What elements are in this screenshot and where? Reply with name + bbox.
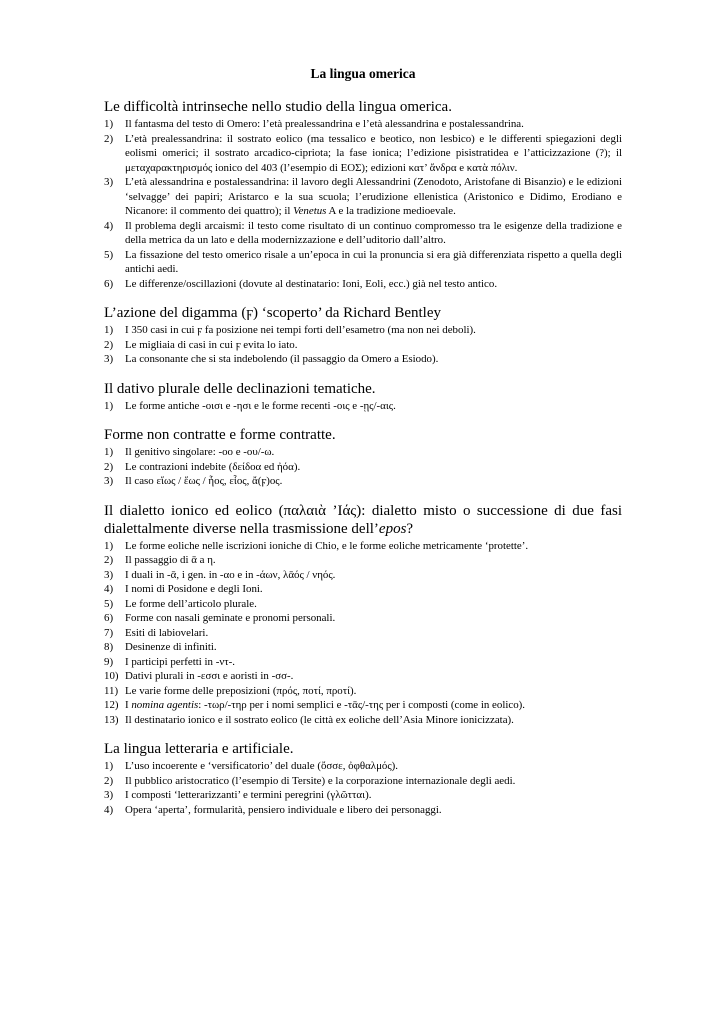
italic-text: Venetus — [293, 205, 327, 217]
list-item-number: 11) — [104, 684, 119, 697]
section — [104, 502, 622, 728]
text-run: Il dativo plurale delle declinazioni tematiche. — [104, 380, 376, 397]
list-item — [104, 553, 622, 568]
list-item-number: 1) — [104, 539, 114, 552]
text-run: Opera ‘aperta’, formularità, pensiero individuale e libero dei personaggi. — [125, 803, 442, 816]
list-item-number: 12) — [104, 699, 119, 711]
text-run: I 350 casi in cui ϝ fa posizione nei tempi forti dell’esametro (ma non nei deboli). — [125, 324, 476, 336]
numbered-list — [104, 759, 622, 817]
list-item-text — [125, 445, 622, 460]
text-run: Forme con nasali geminate e pronomi personali. — [125, 612, 336, 624]
list-item — [104, 626, 622, 641]
list-item-text — [125, 611, 622, 626]
list-item-text — [125, 175, 622, 219]
list-item — [104, 568, 622, 583]
text-run: L’uso incoerente e ‘versificatorio’ del duale (ὄσσε, ὀφθαλμός). — [125, 760, 399, 772]
list-item-text — [125, 669, 622, 684]
list-item-text — [125, 759, 622, 774]
text-run: I participi perfetti in -ντ-. — [125, 655, 235, 668]
list-item — [104, 445, 622, 460]
list-item — [104, 713, 622, 728]
list-item — [104, 338, 622, 353]
text-run: Il problema degli arcaismi: il testo come risultato di un continuo compromesso tra le esigenze della tradizione e della metrica da un lato e della modernizzazione e dell’uditorio dall’altro. — [125, 219, 622, 246]
list-item-text — [125, 597, 622, 612]
list-item — [104, 684, 622, 699]
document-title: La lingua omerica — [310, 66, 416, 81]
italic-text: epos — [378, 520, 407, 537]
list-item-number: 3) — [104, 789, 114, 801]
document-body — [104, 98, 622, 817]
section-heading — [104, 426, 622, 444]
list-item-number: 2) — [104, 132, 114, 145]
text-run: L’azione del digamma (ϝ) ‘scoperto’ da Richard Bentley — [104, 305, 441, 321]
list-item-text — [125, 132, 622, 176]
section-heading — [104, 380, 622, 398]
list-item — [104, 399, 622, 414]
text-run: Le differenze/oscillazioni (dovute al destinatario: Ioni, Eoli, ecc.) già nel testo antico. — [125, 277, 498, 290]
list-item-number: 7) — [104, 626, 114, 639]
list-item — [104, 788, 622, 803]
list-item-text — [125, 474, 622, 489]
list-item-number: 8) — [104, 641, 114, 653]
text-run: Le migliaia di casi in cui ϝ evita lo iato. — [125, 338, 298, 351]
list-item-text — [125, 553, 622, 568]
list-item-text — [125, 338, 622, 353]
text-run: Il dialetto ionico ed eolico (παλαιὰ ’Ιάς): dialetto misto o successione di due fasi dialettalmente diverse nella trasmissione dell’ — [104, 502, 622, 537]
list-item — [104, 803, 622, 818]
text-run: I — [125, 699, 132, 711]
list-item — [104, 597, 622, 612]
list-item-number: 4) — [104, 583, 114, 595]
section — [104, 98, 622, 291]
text-run: ? — [406, 520, 414, 537]
list-item-text — [125, 713, 622, 728]
list-item-number: 5) — [104, 597, 114, 610]
text-run: Il fantasma del testo di Omero: l’età prealessandrina e l’età alessandrina e postalessandrina. — [125, 118, 524, 130]
list-item — [104, 698, 622, 713]
italic-text: nomina agentis — [131, 699, 199, 711]
text-run: Il genitivo singolare: -οο e -ου/-ω. — [125, 446, 275, 458]
list-item-number: 9) — [104, 655, 114, 668]
list-item-text — [125, 219, 622, 248]
list-item — [104, 219, 622, 248]
list-item — [104, 352, 622, 367]
numbered-list — [104, 399, 622, 414]
list-item-text — [125, 698, 622, 713]
text-run: L’età alessandrina e postalessandrina: il lavoro degli Alessandrini (Zenodoto, Aristofane di Bisanzio) e le edizioni ‘selvagge’ dei papiri; Aristarco e la sua scuola; l’erudizione ellenistica (Aristonico e Didimo, Erodiano e Nicanore: il commento dei quattro); il — [125, 176, 622, 217]
list-item-number: 1) — [104, 324, 114, 336]
list-item-number: 4) — [104, 803, 114, 816]
text-run: I nomi di Posidone e degli Ioni. — [125, 583, 263, 595]
list-item-number: 5) — [104, 248, 114, 261]
text-run: Il destinatario ionico e il sostrato eolico (le città ex eoliche dell’Asia Minore ionicizzata). — [125, 713, 514, 726]
list-item-text — [125, 399, 622, 414]
list-item-number: 1) — [104, 760, 114, 772]
list-item — [104, 460, 622, 475]
text-run: Le forme dell’articolo plurale. — [125, 597, 257, 610]
text-run: La lingua letteraria e artificiale. — [104, 741, 294, 757]
section-heading — [104, 98, 622, 116]
list-item-text — [125, 788, 622, 803]
list-item-text — [125, 352, 622, 367]
list-item-number: 2) — [104, 338, 114, 351]
list-item — [104, 582, 622, 597]
list-item — [104, 248, 622, 277]
list-item-text — [125, 640, 622, 655]
text-run: Desinenze di infiniti. — [125, 641, 217, 653]
numbered-list — [104, 117, 622, 291]
list-item-text — [125, 626, 622, 641]
list-item — [104, 774, 622, 789]
text-run: Le contrazioni indebite (δείδοα ed ἠόα). — [125, 460, 301, 473]
list-item-number: 3) — [104, 568, 114, 581]
list-item-number: 2) — [104, 774, 114, 787]
list-item-text — [125, 117, 622, 132]
list-item-text — [125, 539, 622, 554]
numbered-list — [104, 445, 622, 489]
text-run: L’età prealessandrina: il sostrato eolico (ma tessalico e beotico, non lesbico) e le differenti spiegazioni degli eolismi omerici; il sostrato arcadico-cipriota; la fase ionica; l’edizione pisistratidea e l’atticizzazione (?); il μεταχαρακτηρισμός ionico del 403 (l’esempio di ΕΟΣ); edizioni κατ’ ἄνδρα e κατὰ πόλιν. — [125, 132, 622, 174]
text-run: Esiti di labiovelari. — [125, 626, 209, 639]
list-item-number: 6) — [104, 277, 114, 290]
section — [104, 304, 622, 367]
text-run: Forme non contratte e forme contratte. — [104, 427, 336, 443]
text-run: La consonante che si sta indebolendo (il passaggio da Omero a Esiodo). — [125, 353, 439, 365]
list-item-text — [125, 277, 622, 292]
list-item — [104, 175, 622, 219]
section-heading — [104, 304, 622, 322]
list-item-number: 3) — [104, 353, 114, 365]
list-item — [104, 759, 622, 774]
list-item-text — [125, 323, 622, 338]
text-run: Dativi plurali in -εσσι e aoristi in -σσ-. — [125, 670, 294, 682]
list-item-number: 1) — [104, 399, 114, 412]
numbered-list — [104, 539, 622, 728]
text-run: A e la tradizione medioevale. — [326, 205, 456, 217]
list-item — [104, 655, 622, 670]
section — [104, 380, 622, 414]
text-run: I composti ‘letterarizzanti’ e termini peregrini (γλῶτται). — [125, 789, 372, 801]
list-item-number: 1) — [104, 118, 114, 130]
text-run: Il passaggio di ᾱ a η. — [125, 554, 216, 566]
list-item-text — [125, 655, 622, 670]
text-run: Le forme eoliche nelle iscrizioni ioniche di Chio, e le forme eoliche metricamente ‘protette’. — [125, 539, 529, 552]
text-run: Il caso εἵως / ἕως / ἧος, εἷος, ἄ(ϝ)ος. — [125, 475, 283, 487]
list-item — [104, 669, 622, 684]
list-item-text — [125, 460, 622, 475]
list-item-number: 3) — [104, 475, 114, 487]
text-run: Le varie forme delle preposizioni (πρός, ποτί, προτί). — [125, 684, 357, 697]
list-item — [104, 539, 622, 554]
list-item — [104, 277, 622, 292]
list-item-number: 10) — [104, 670, 119, 682]
list-item-text — [125, 248, 622, 277]
list-item — [104, 474, 622, 489]
list-item-text — [125, 803, 622, 818]
list-item — [104, 132, 622, 176]
text-run: I duali in -ᾱ, i gen. in -αο e in -άων, λᾱός / νηός. — [125, 568, 336, 581]
list-item — [104, 640, 622, 655]
list-item — [104, 117, 622, 132]
list-item-text — [125, 582, 622, 597]
list-item-text — [125, 684, 622, 699]
text-run: Le forme antiche -οισι e -ησι e le forme recenti -οις e -ῃς/-αις. — [125, 399, 396, 412]
list-item-number: 4) — [104, 219, 114, 232]
text-run: : -τωρ/-τηρ per i nomi semplici e -τᾱς/-της per i composti (come in eolico). — [198, 699, 526, 711]
text-run: La fissazione del testo omerico risale a un’epoca in cui la pronuncia si era già differenziata rispetto a quella degli antichi aedi. — [125, 248, 622, 275]
list-item — [104, 323, 622, 338]
list-item — [104, 611, 622, 626]
list-item-number: 1) — [104, 446, 114, 458]
section-heading — [104, 740, 622, 758]
list-item-number: 2) — [104, 460, 114, 473]
list-item-text — [125, 568, 622, 583]
numbered-list — [104, 323, 622, 367]
section — [104, 740, 622, 817]
section-heading — [104, 502, 622, 538]
list-item-text — [125, 774, 622, 789]
list-item-number: 13) — [104, 713, 119, 726]
list-item-number: 2) — [104, 554, 114, 566]
text-run: Le difficoltà intrinseche nello studio della lingua omerica. — [104, 99, 452, 115]
section — [104, 426, 622, 489]
list-item-number: 3) — [104, 176, 114, 188]
text-run: Il pubblico aristocratico (l’esempio di Tersite) e la corporazione internazionale degli aedi. — [125, 774, 516, 787]
list-item-number: 6) — [104, 612, 114, 624]
